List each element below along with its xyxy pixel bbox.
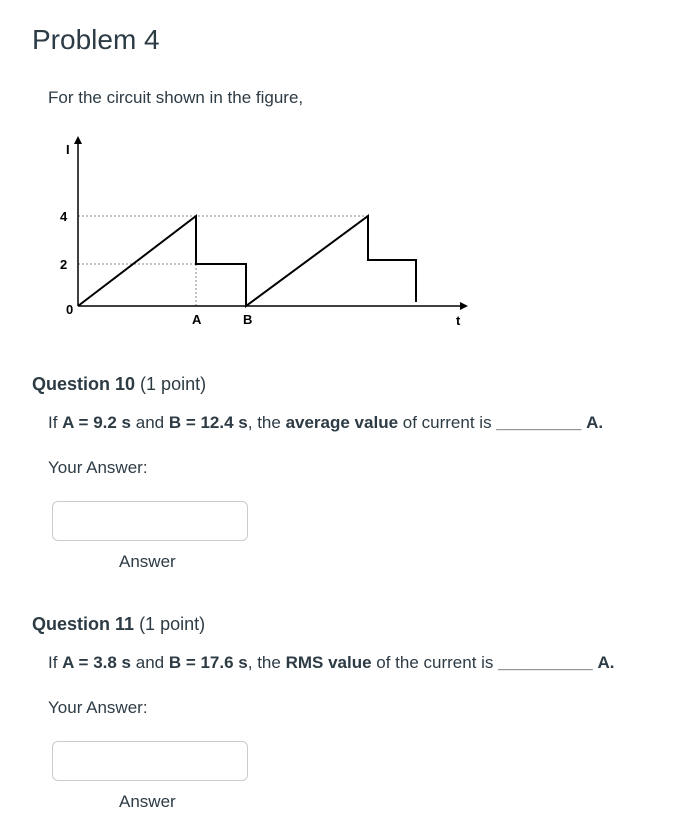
question-11-points: (1 point) [139, 614, 206, 634]
y-axis-label: I [66, 142, 70, 157]
question-11-answer-label: Answer [119, 792, 176, 811]
y-tick-4: 4 [60, 209, 68, 224]
x-tick-a: A [192, 312, 202, 327]
question-10-heading [32, 374, 206, 395]
question-11-answer-input[interactable] [52, 741, 248, 781]
y-tick-2: 2 [60, 257, 68, 272]
question-11-heading [32, 614, 205, 635]
waveform-figure [58, 132, 478, 332]
x-axis-arrow [460, 302, 468, 310]
question-11-text: If A = 3.8 s and B = 17.6 s, the RMS value of the current is __________ A. [48, 653, 615, 672]
question-11-title: Question 11 [32, 614, 135, 634]
x-tick-b: B [243, 312, 253, 327]
question-10-your-answer-label: Your Answer: [48, 458, 148, 477]
question-11-your-answer-label: Your Answer: [48, 698, 148, 717]
question-10-answer-label: Answer [119, 552, 176, 571]
x-axis-label: t [456, 313, 461, 328]
question-10-points: (1 point) [140, 374, 207, 394]
question-10-title: Question 10 [32, 374, 136, 394]
question-10-text: If A = 9.2 s and B = 12.4 s, the average value of current is _________ A. [48, 413, 604, 432]
problem-intro: For the circuit shown in the figure, [48, 88, 304, 107]
page-title: Problem 4 [32, 24, 160, 55]
y-tick-0: 0 [66, 302, 74, 317]
y-axis-arrow [74, 136, 82, 144]
question-10-answer-input[interactable] [52, 501, 248, 541]
current-waveform [78, 216, 416, 306]
